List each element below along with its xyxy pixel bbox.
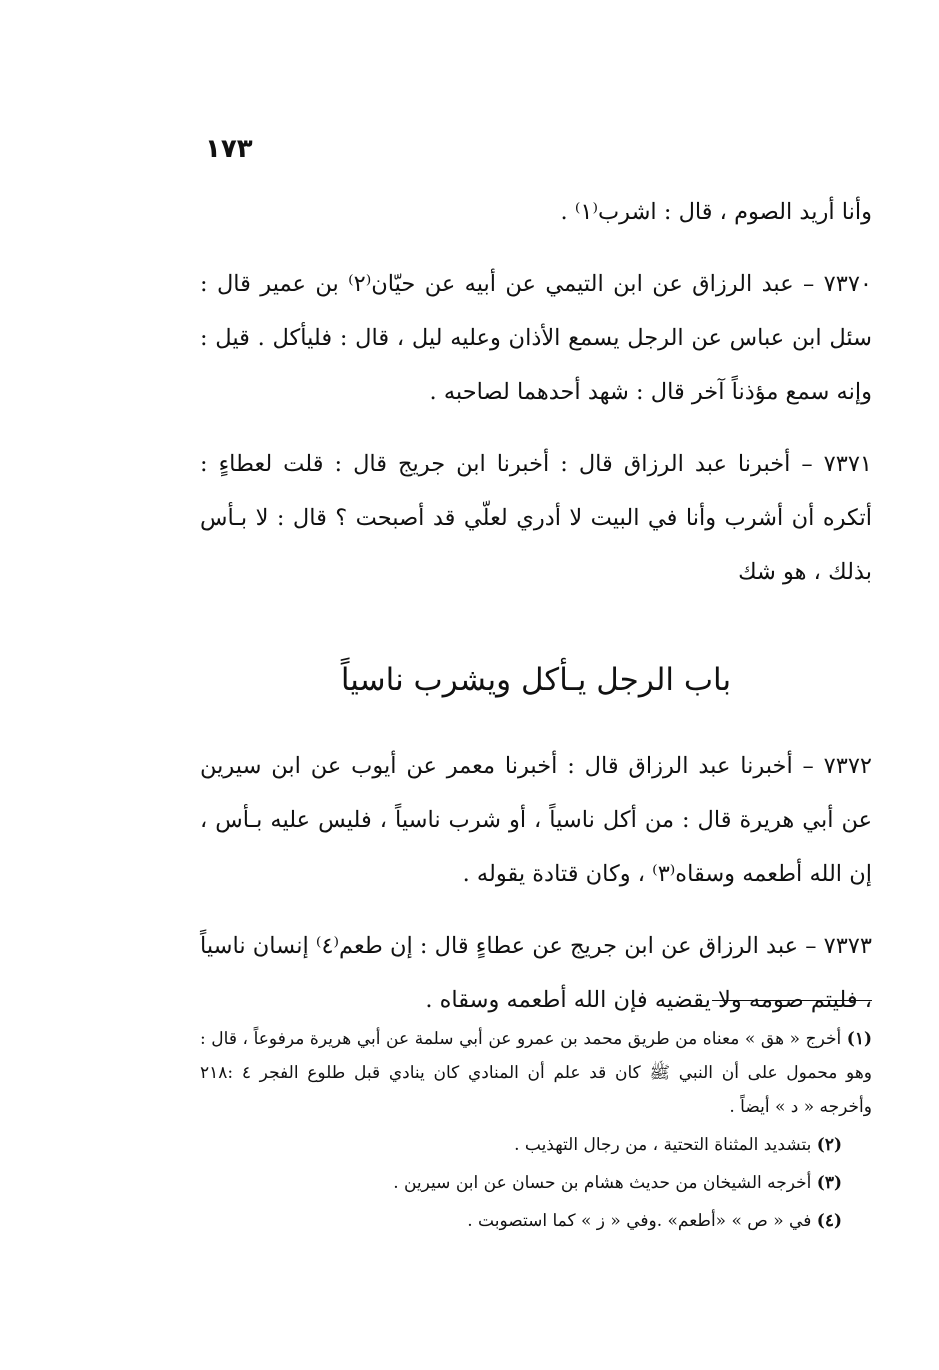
footnote-mark: (٤) (816, 1211, 842, 1231)
footnote-separator (712, 1000, 872, 1001)
paragraph-7372: ٧٣٧٢ – أخبرنا عبد الرزاق قال : أخبرنا معمر عن أيوب عن ابن سيرين عن أبي هريرة قال : من أكل ناسياً ، أو شرب ناسياً ، فليس عليه بـأس ، إن الله أطعمه وسقاه⁽٣⁾ ، وكان قتادة يقوله . (200, 753, 872, 887)
paragraph-continuation: وأنا أريد الصوم ، قال : اشرب⁽١⁾ . (560, 199, 872, 225)
footnote-1 (200, 1022, 872, 1124)
paragraph-7370: ٧٣٧٠ – عبد الرزاق عن ابن التيمي عن أبيه عن حيّان⁽٢⁾ بن عمير قال : سئل ابن عباس عن الرجل يسمع الأذان وعليه ليل ، قال : فليأكل . قيل : وإنه سمع مؤذناً آخر قال : شهد أحدهما لصاحبه . (200, 271, 873, 405)
paragraph-7373: ٧٣٧٣ – عبد الرزاق عن ابن جريج عن عطاءٍ قال : إن طعم⁽٤⁾ إنسان ناسياً ، فليتم صومه ولا يقضيه فإن الله أطعمه وسقاه . (200, 933, 872, 1013)
chapter-heading: باب الرجل يـأكل ويشرب ناسياً (340, 662, 732, 698)
footnote-text: بتشديد المثناة التحتية ، من رجال التهذيب . (514, 1135, 812, 1155)
footnote-4 (200, 1204, 872, 1238)
footnote-mark: (٢) (816, 1135, 842, 1155)
footnote-text: أخرجه الشيخان من حديث هشام بن حسان عن ابن سيرين . (393, 1173, 812, 1193)
paragraph-7371: ٧٣٧١ – أخبرنا عبد الرزاق قال : أخبرنا ابن جريج قال : قلت لعطاءٍ : أتكره أن أشرب وأنا في البيت لا أدري لعلّي قد أصبحت ؟ قال : لا بـأس بذلك ، هو شك (200, 451, 872, 585)
footnote-text: في « ص » «أطعم» .وفي « ز » كما استصوبت . (467, 1211, 812, 1231)
footnote-3 (200, 1166, 872, 1200)
page-number: ١٧٣ (205, 134, 253, 164)
main-text (200, 185, 872, 1045)
footnote-mark: (٣) (816, 1173, 842, 1193)
footnote-text: أخرج « هق » معناه من طريق محمد بن عمرو عن أبي سلمة عن أبي هريرة مرفوعاً ، قال : وهو محمول على أن النبي ﷺ كان قد علم أن المنادي كان ينادي قبل طلوع الفجر ٤ :٢١٨ وأخرجه « د » أيضاً . (200, 1029, 872, 1117)
footnote-2 (200, 1128, 872, 1162)
footnote-mark: (١) (846, 1029, 873, 1049)
footnotes (200, 1022, 872, 1242)
